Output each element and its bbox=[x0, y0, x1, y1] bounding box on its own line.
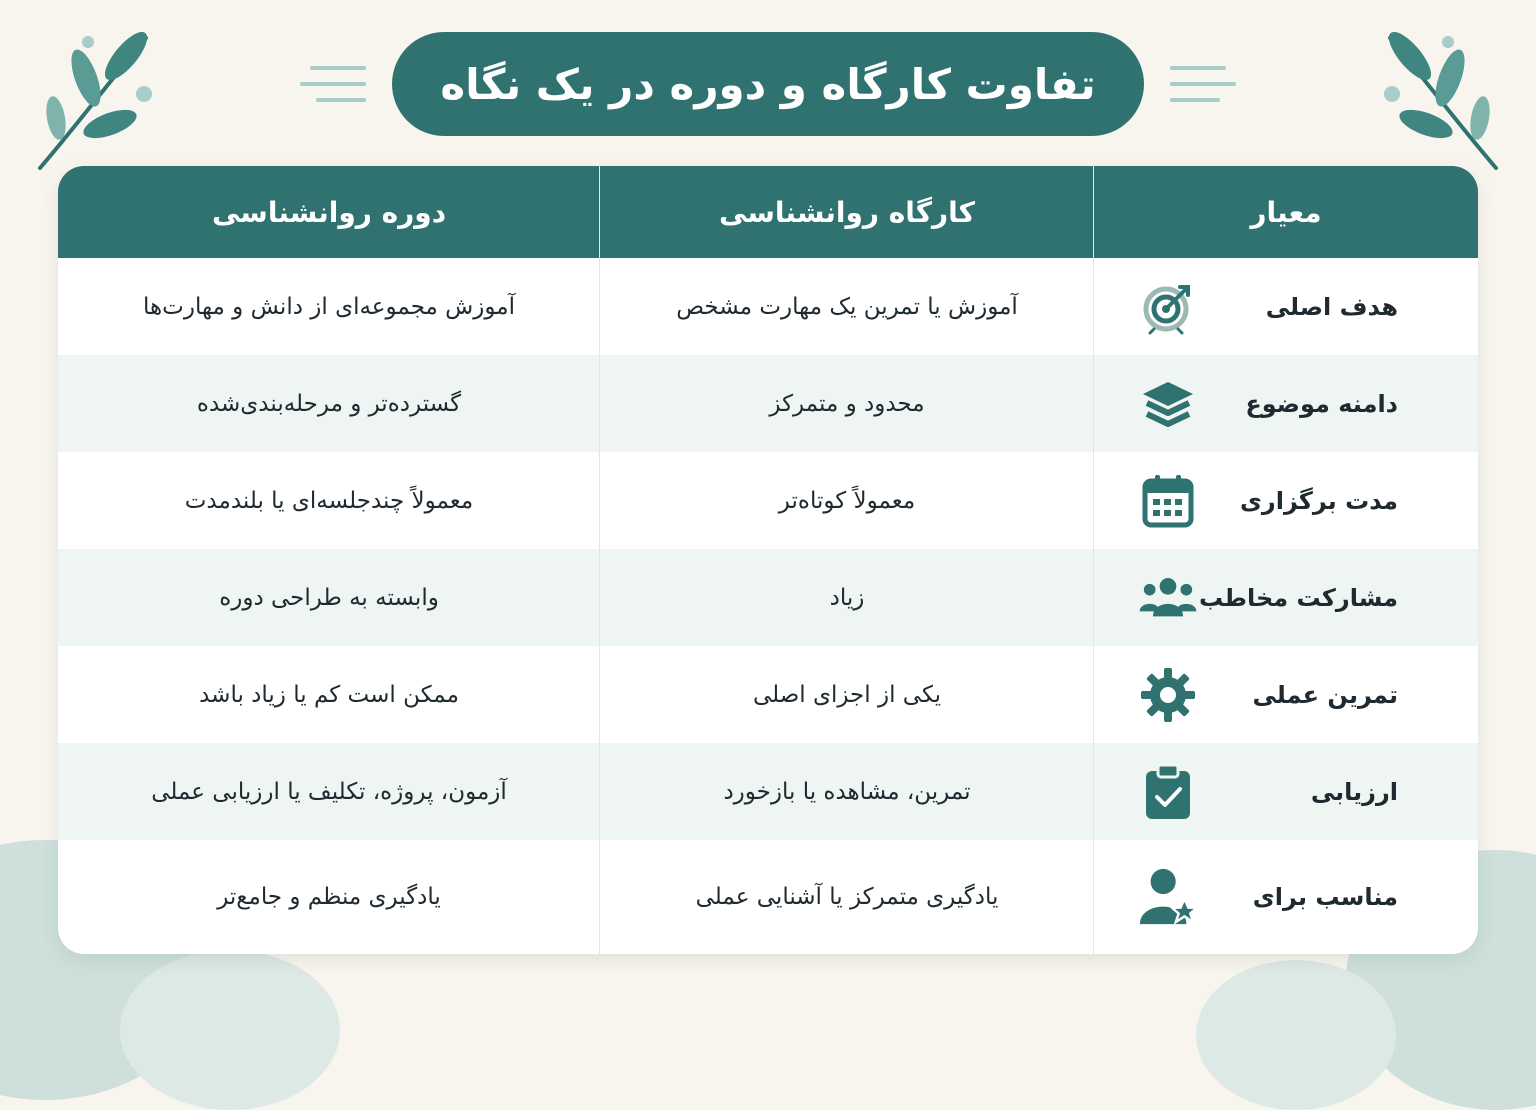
table-row bbox=[58, 840, 1478, 954]
table-row bbox=[58, 355, 1478, 452]
criterion-label: مدت برگزاری bbox=[1239, 486, 1398, 515]
table-row bbox=[58, 549, 1478, 646]
user-star-icon bbox=[1138, 867, 1198, 927]
table-row bbox=[58, 258, 1478, 355]
table-header bbox=[58, 166, 1478, 258]
gear-icon bbox=[1138, 665, 1198, 725]
header-criterion: معیار bbox=[1250, 195, 1322, 229]
header-workshop: کارگاه روانشناسی bbox=[719, 195, 975, 229]
background-blob bbox=[120, 950, 340, 1110]
workshop-cell: زیاد bbox=[829, 584, 865, 611]
table-row bbox=[58, 743, 1478, 840]
layers-icon bbox=[1138, 374, 1198, 434]
workshop-cell: معمولاً کوتاه‌تر bbox=[778, 487, 916, 514]
workshop-cell: تمرین، مشاهده یا بازخورد bbox=[723, 778, 971, 805]
criterion-label: تمرین عملی bbox=[1252, 680, 1398, 709]
criterion-label: مشارکت مخاطب bbox=[1198, 583, 1398, 612]
header-course: دوره روانشناسی bbox=[211, 195, 447, 229]
comparison-table bbox=[58, 166, 1478, 954]
decorative-dashes bbox=[1166, 62, 1236, 108]
criterion-label: دامنه موضوع bbox=[1245, 389, 1398, 418]
course-cell: معمولاً چندجلسه‌ای یا بلندمدت bbox=[184, 487, 474, 514]
course-cell: یادگیری منظم و جامع‌تر bbox=[217, 884, 441, 910]
course-cell: آموزش مجموعه‌ای از دانش و مهارت‌ها bbox=[143, 293, 515, 320]
users-icon bbox=[1138, 568, 1198, 628]
calendar-icon bbox=[1138, 471, 1198, 531]
course-cell: ممکن است کم یا زیاد باشد bbox=[199, 681, 459, 708]
workshop-cell: محدود و متمرکز bbox=[769, 390, 925, 417]
leaf-branch-icon bbox=[26, 26, 176, 176]
criterion-label: ارزیابی bbox=[1310, 777, 1398, 806]
table-row bbox=[58, 646, 1478, 743]
table-row bbox=[58, 452, 1478, 549]
course-cell: آزمون، پروژه، تکلیف یا ارزیابی عملی bbox=[151, 778, 507, 805]
column-divider bbox=[1093, 166, 1094, 954]
criterion-label: هدف اصلی bbox=[1265, 292, 1398, 321]
leaf-branch-icon bbox=[1360, 26, 1510, 176]
workshop-cell: آموزش یا تمرین یک مهارت مشخص bbox=[676, 293, 1018, 320]
target-icon bbox=[1138, 277, 1198, 337]
background-blob bbox=[1196, 960, 1396, 1110]
decorative-dashes bbox=[300, 62, 370, 108]
criterion-label: مناسب برای bbox=[1252, 883, 1398, 911]
page-title: تفاوت کارگاه و دوره در یک نگاه bbox=[440, 59, 1096, 109]
title-banner bbox=[392, 32, 1144, 136]
workshop-cell: یکی از اجزای اصلی bbox=[752, 681, 942, 708]
column-divider bbox=[599, 166, 600, 954]
clipboard-check-icon bbox=[1138, 762, 1198, 822]
course-cell: گسترده‌تر و مرحله‌بندی‌شده bbox=[196, 390, 462, 417]
course-cell: وابسته به طراحی دوره bbox=[219, 584, 439, 611]
workshop-cell: یادگیری متمرکز یا آشنایی عملی bbox=[695, 884, 999, 910]
